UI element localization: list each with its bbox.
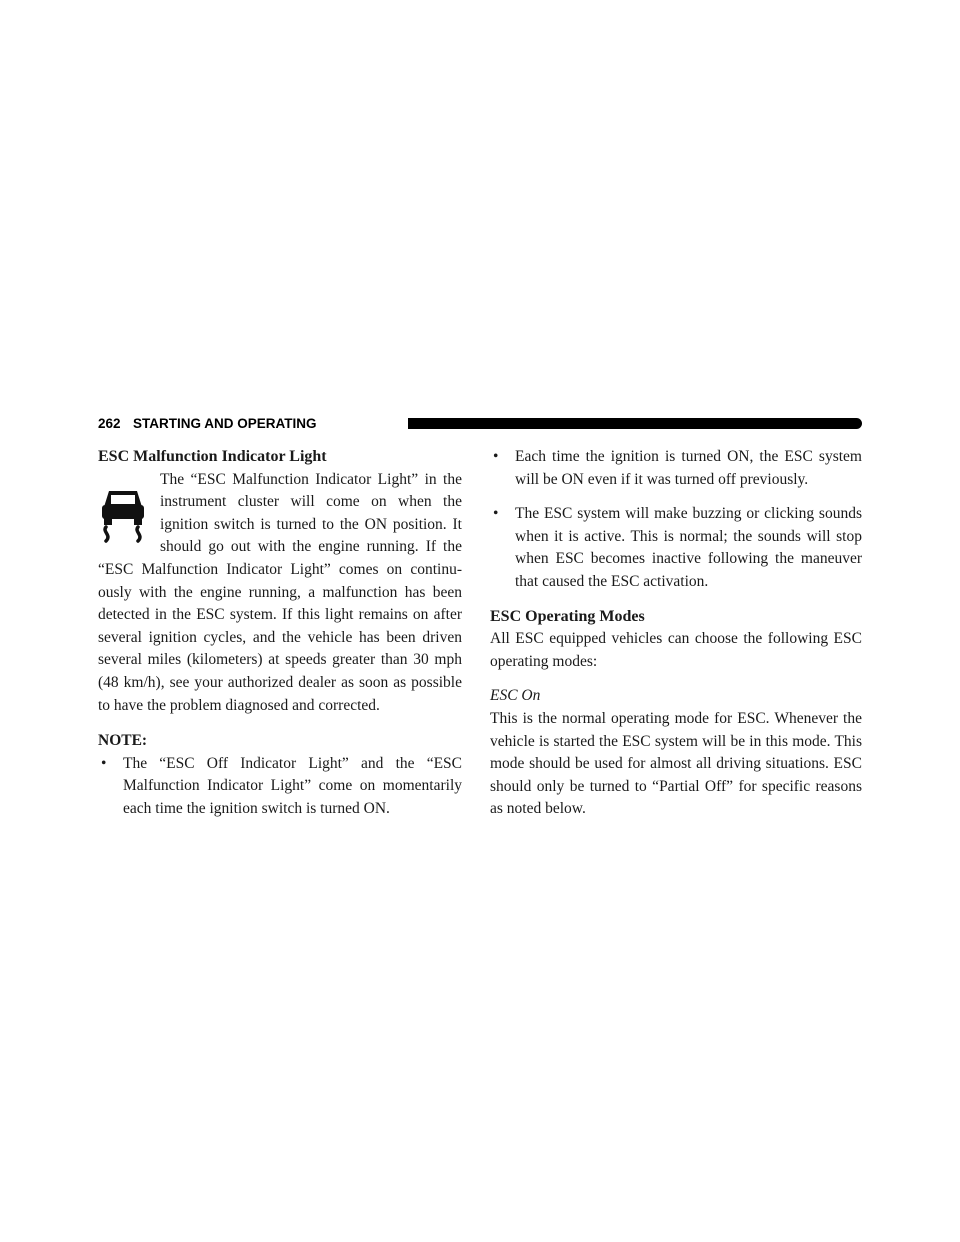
section-heading: ESC Operating Modes bbox=[490, 607, 645, 625]
section-title: STARTING AND OPERATING bbox=[133, 416, 317, 431]
list-item: • The “ESC Off Indicator Light” and the “ESC Malfunction Indicator Light” come on momentarily each time the ignition switch is turned ON. bbox=[101, 754, 462, 817]
malfunction-paragraph: The “ESC Malfunction Indicator Light” in the instrument cluster will come on when the ignition switch is turned to the ON position. It should go out with the engine running. If the “ESC Malfunction Indicator Light” comes on continuously with the engine running, a malfunction has been detected in the ESC system. If this light remains on after several ignition cycles, and the vehicle has been driven several miles (kilometers) at speeds greater than 30 mph (48 km/h), see your authorized dealer as soon as possible to have the problem diagnosed and corrected. bbox=[98, 470, 462, 714]
mode-title: ESC On bbox=[490, 687, 541, 705]
page-number: 262 bbox=[98, 416, 121, 431]
list-item: • Each time the ignition is turned ON, the ESC system will be ON even if it was turned off previously. bbox=[493, 448, 862, 488]
right-column bbox=[490, 446, 862, 821]
list-item: • The ESC system will make buzzing or clicking sounds when it is active. This is normal; the sounds will stop when ESC becomes inactive following the maneuver that caused the ESC activation. bbox=[493, 505, 862, 590]
section-heading: ESC Malfunction Indicator Light bbox=[98, 448, 327, 465]
note-label: NOTE: bbox=[98, 732, 148, 750]
bullet-list bbox=[490, 446, 862, 594]
header-rule bbox=[408, 418, 862, 429]
left-column bbox=[98, 446, 462, 833]
page-header bbox=[98, 413, 862, 435]
esc-skid-car-icon bbox=[100, 485, 146, 547]
note-list bbox=[98, 753, 462, 821]
modes-intro: All ESC equipped vehicles can choose the following ESC operating modes: bbox=[490, 630, 862, 670]
mode-paragraph: This is the normal operating mode for ESC. Whenever the vehicle is started the ESC system will be in this mode. This mode should be used for almost all driving situations. ESC should only be turned to “Partial Off” for specific reasons as noted below. bbox=[490, 709, 862, 818]
